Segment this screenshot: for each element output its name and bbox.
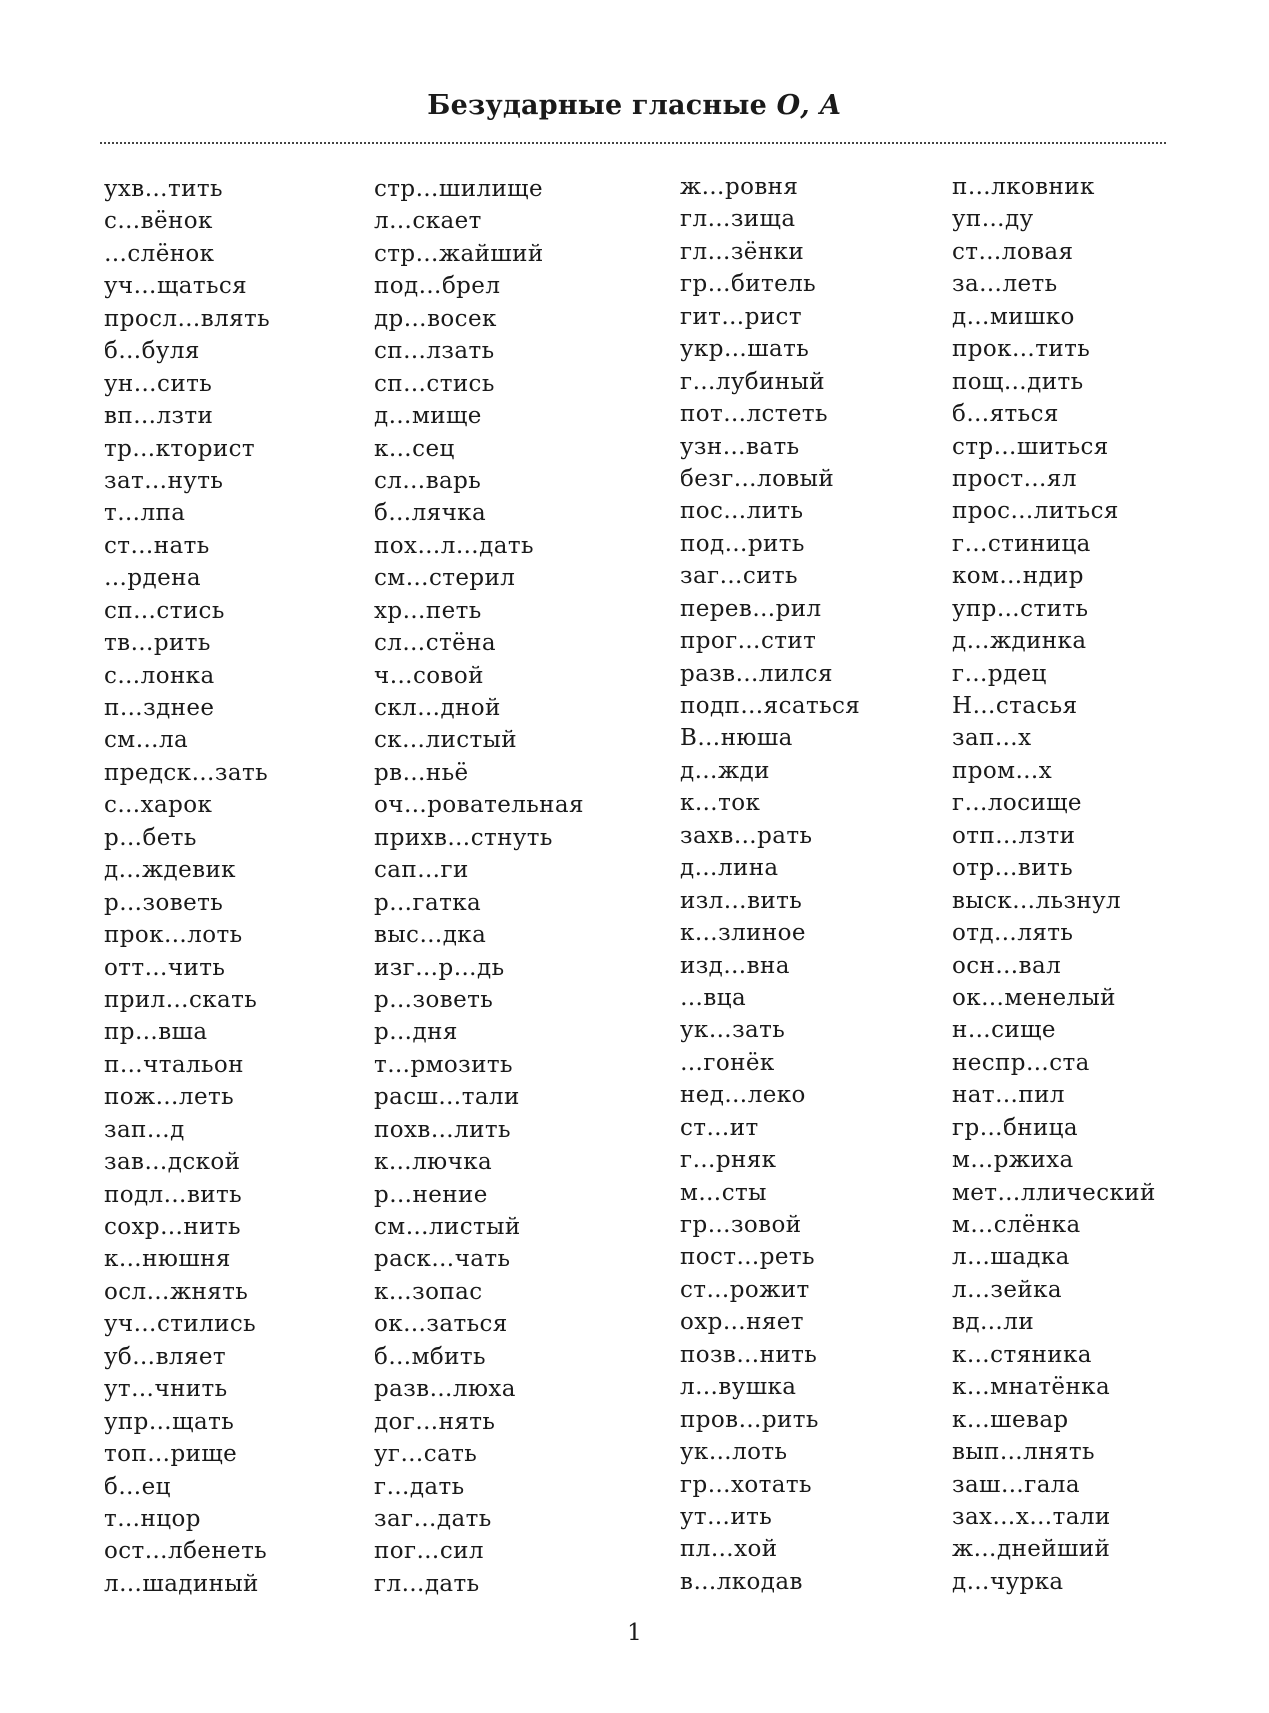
word-item: к…мнатёнка [952, 1374, 1111, 1401]
word-item: заш…гала [952, 1471, 1080, 1498]
word-item: см…ла [104, 727, 189, 754]
word-item: вд…ли [952, 1309, 1035, 1336]
word-item: гр…битель [680, 271, 817, 298]
word-item: ж…днейший [952, 1536, 1111, 1563]
word-item: В…нюша [680, 725, 793, 752]
word-item: под…брел [374, 273, 501, 300]
word-item: л…зейка [952, 1276, 1062, 1303]
word-item: изд…вна [680, 952, 790, 979]
word-item: пр…вша [104, 1019, 208, 1046]
word-item: хр…петь [374, 597, 482, 624]
word-item: ук…лоть [680, 1439, 788, 1466]
word-item: нат…пил [952, 1082, 1065, 1109]
word-item: р…дня [374, 1019, 458, 1046]
word-item: разв…люха [374, 1376, 516, 1403]
word-item: к…сец [374, 435, 455, 462]
word-item: р…нение [374, 1181, 488, 1208]
word-item: р…зоветь [104, 889, 224, 916]
word-item: пощ…дить [952, 368, 1084, 395]
word-item: д…ждевик [104, 857, 236, 884]
word-item: подл…вить [104, 1181, 243, 1208]
word-item: раск…чать [374, 1246, 511, 1273]
dotted-divider [100, 142, 1166, 144]
word-item: ск…листый [374, 727, 518, 754]
word-item: ут…ить [680, 1503, 773, 1530]
word-item: прог…стит [680, 628, 817, 655]
word-item: б…мбить [374, 1343, 486, 1370]
word-item: ук…зать [680, 1017, 786, 1044]
word-item: т…нцор [104, 1505, 201, 1532]
word-item: скл…дной [374, 695, 501, 721]
word-item: прил…скать [104, 986, 258, 1013]
word-item: ут…чнить [104, 1376, 228, 1403]
word-item: пром…х [952, 757, 1053, 784]
word-item: предск…зать [104, 759, 268, 786]
word-item: отр…вить [952, 855, 1074, 882]
word-item: т…лпа [104, 500, 186, 527]
word-item: отд…лять [952, 920, 1074, 947]
word-item: гл…зёнки [680, 238, 805, 265]
word-item: д…жди [680, 757, 770, 784]
word-item: гр…хотать [680, 1471, 812, 1498]
word-item: к…шевар [952, 1406, 1069, 1433]
word-item: см…листый [374, 1214, 521, 1240]
word-item: п…лковник [952, 174, 1095, 200]
word-item: охр…няет [680, 1309, 804, 1336]
word-item: др…восек [374, 305, 497, 332]
word-item: р…зоветь [374, 986, 494, 1013]
word-item: к…лючка [374, 1149, 493, 1176]
word-item: зап…х [952, 725, 1032, 752]
word-item: гл…дать [374, 1570, 480, 1597]
title-italic-letters: О, А [776, 90, 842, 121]
word-item: уч…стились [104, 1311, 257, 1338]
word-item: просл…влять [104, 305, 271, 332]
word-item: см…стерил [374, 565, 516, 592]
word-item: прос…литься [952, 498, 1119, 525]
title-main: Безударные гласные [427, 90, 777, 121]
word-item: л…шадка [952, 1244, 1070, 1271]
word-column-2 [374, 173, 584, 1600]
word-item: пот…лстеть [680, 401, 828, 428]
word-item: стр…жайший [374, 240, 544, 267]
word-item: с…харок [104, 792, 213, 819]
word-item: …рдена [104, 565, 201, 592]
word-item: д…ждинка [952, 628, 1087, 655]
word-item: д…мишко [952, 303, 1075, 330]
word-item: д…чурка [952, 1568, 1064, 1595]
word-item: б…яться [952, 401, 1059, 428]
word-item: изг…р…дь [374, 954, 505, 981]
word-item: ст…рожит [680, 1276, 810, 1303]
word-item: г…лубиный [680, 368, 825, 395]
word-item: упр…щать [104, 1408, 235, 1435]
word-item: пост…реть [680, 1244, 815, 1271]
word-item: сл…стёна [374, 630, 496, 657]
word-item: г…рняк [680, 1147, 777, 1174]
word-item: л…вушка [680, 1374, 797, 1401]
word-item: уг…сать [374, 1441, 478, 1468]
word-item: вып…лнять [952, 1439, 1095, 1466]
word-item: пог…сил [374, 1538, 484, 1565]
word-item: м…ржиха [952, 1147, 1074, 1174]
word-item: выс…дка [374, 922, 487, 949]
word-item: похв…лить [374, 1116, 511, 1143]
word-item: сп…стись [104, 597, 225, 624]
word-item: отт…чить [104, 954, 226, 981]
word-item: г…стиница [952, 530, 1091, 557]
word-item: прихв…стнуть [374, 824, 553, 851]
word-item: …вца [680, 984, 747, 1011]
word-item: м…слёнка [952, 1212, 1081, 1238]
word-item: заг…сить [680, 563, 798, 590]
word-item: ст…ит [680, 1114, 759, 1141]
word-item: п…зднее [104, 695, 215, 721]
word-item: неспр…ста [952, 1049, 1090, 1076]
word-item: прок…тить [952, 336, 1091, 363]
word-item: стр…шиться [952, 433, 1109, 460]
word-item: …слёнок [104, 240, 215, 267]
word-item: тв…рить [104, 630, 211, 657]
word-item: с…лонка [104, 662, 215, 689]
word-item: мет…ллический [952, 1179, 1156, 1206]
word-item: ком…ндир [952, 563, 1084, 590]
word-item: вп…лзти [104, 403, 214, 430]
word-item: укр…шать [680, 336, 810, 363]
word-item: сп…лзать [374, 338, 495, 365]
word-item: прост…ял [952, 465, 1077, 492]
word-item: заг…дать [374, 1505, 492, 1532]
word-item: разв…лился [680, 660, 833, 687]
word-item: пл…хой [680, 1536, 778, 1563]
word-item: уч…щаться [104, 273, 248, 300]
word-item: сп…стись [374, 370, 495, 397]
word-column-4 [952, 171, 1156, 1598]
word-item: с…вёнок [104, 208, 213, 235]
word-item: изл…вить [680, 887, 803, 914]
word-item: отп…лзти [952, 822, 1076, 849]
word-item: л…шадиный [104, 1570, 259, 1597]
word-item: зав…дской [104, 1149, 241, 1176]
word-item: б…буля [104, 338, 200, 365]
word-item: зат…нуть [104, 467, 224, 494]
word-item: ок…менелый [952, 984, 1116, 1011]
word-item: п…чтальон [104, 1051, 244, 1078]
word-item: г…лосище [952, 790, 1082, 817]
word-item: зап…д [104, 1116, 185, 1143]
word-item: уб…вляет [104, 1343, 226, 1370]
word-item: д…мище [374, 403, 482, 430]
word-item: ст…ловая [952, 238, 1074, 265]
word-item: ун…сить [104, 370, 213, 397]
word-item: к…стяника [952, 1341, 1092, 1368]
word-item: ж…ровня [680, 174, 799, 200]
word-item: сохр…нить [104, 1214, 241, 1240]
word-item: уп…ду [952, 206, 1034, 233]
word-item: Н…стасья [952, 693, 1078, 719]
word-item: л…скает [374, 208, 482, 235]
word-item: г…рдец [952, 660, 1047, 687]
word-item: узн…вать [680, 433, 800, 460]
word-item: р…беть [104, 824, 197, 851]
word-item: б…лячка [374, 500, 487, 527]
word-item: г…дать [374, 1473, 465, 1500]
word-item: сап…ги [374, 857, 469, 884]
word-item: захв…рать [680, 822, 813, 849]
word-item: перев…рил [680, 595, 822, 622]
word-item: тр…кторист [104, 435, 256, 462]
word-item: пох…л…дать [374, 532, 534, 559]
word-item: т…рмозить [374, 1051, 513, 1078]
word-item: подп…ясаться [680, 693, 861, 719]
word-item: расш…тали [374, 1084, 520, 1111]
word-item: прок…лоть [104, 922, 243, 949]
word-item: м…сты [680, 1179, 767, 1206]
word-item: позв…нить [680, 1341, 818, 1368]
word-item: упр…стить [952, 595, 1089, 622]
word-item: пров…рить [680, 1406, 819, 1433]
word-item: к…нюшня [104, 1246, 231, 1273]
word-item: б…ец [104, 1473, 171, 1500]
word-item: под…рить [680, 530, 805, 557]
word-item: ок…заться [374, 1311, 508, 1338]
page-title [0, 90, 1269, 121]
word-item: гит…рист [680, 303, 802, 330]
word-item: рв…ньё [374, 759, 469, 786]
word-item: гл…зища [680, 206, 796, 233]
word-item: н…сище [952, 1017, 1056, 1044]
word-item: гр…бница [952, 1114, 1078, 1141]
word-item: безг…ловый [680, 465, 835, 492]
word-item: сл…варь [374, 467, 482, 494]
word-item: зах…х…тали [952, 1503, 1111, 1530]
word-item: ст…нать [104, 532, 210, 559]
word-item: к…зопас [374, 1278, 483, 1305]
word-item: ост…лбенеть [104, 1538, 268, 1565]
word-item: пож…леть [104, 1084, 235, 1111]
word-item: ухв…тить [104, 176, 223, 202]
word-item: ч…совой [374, 662, 484, 689]
word-item: осл…жнять [104, 1278, 249, 1305]
word-item: д…лина [680, 855, 779, 882]
word-item: выск…льзнул [952, 887, 1122, 914]
word-item: в…лкодав [680, 1568, 803, 1595]
word-item: к…злиное [680, 920, 806, 947]
word-item: стр…шилище [374, 176, 543, 202]
word-item: гр…зовой [680, 1212, 802, 1238]
word-item: оч…ровательная [374, 792, 584, 819]
word-column-1 [104, 173, 270, 1600]
word-item: р…гатка [374, 889, 482, 916]
word-item: дог…нять [374, 1408, 496, 1435]
word-item: нед…леко [680, 1082, 806, 1109]
word-column-3 [680, 171, 860, 1598]
word-item: за…леть [952, 271, 1058, 298]
word-item: пос…лить [680, 498, 804, 525]
word-item: топ…рище [104, 1441, 238, 1468]
word-item: …гонёк [680, 1049, 775, 1076]
word-item: к…ток [680, 790, 761, 817]
page-number: 1 [627, 1620, 642, 1646]
word-item: осн…вал [952, 952, 1062, 979]
